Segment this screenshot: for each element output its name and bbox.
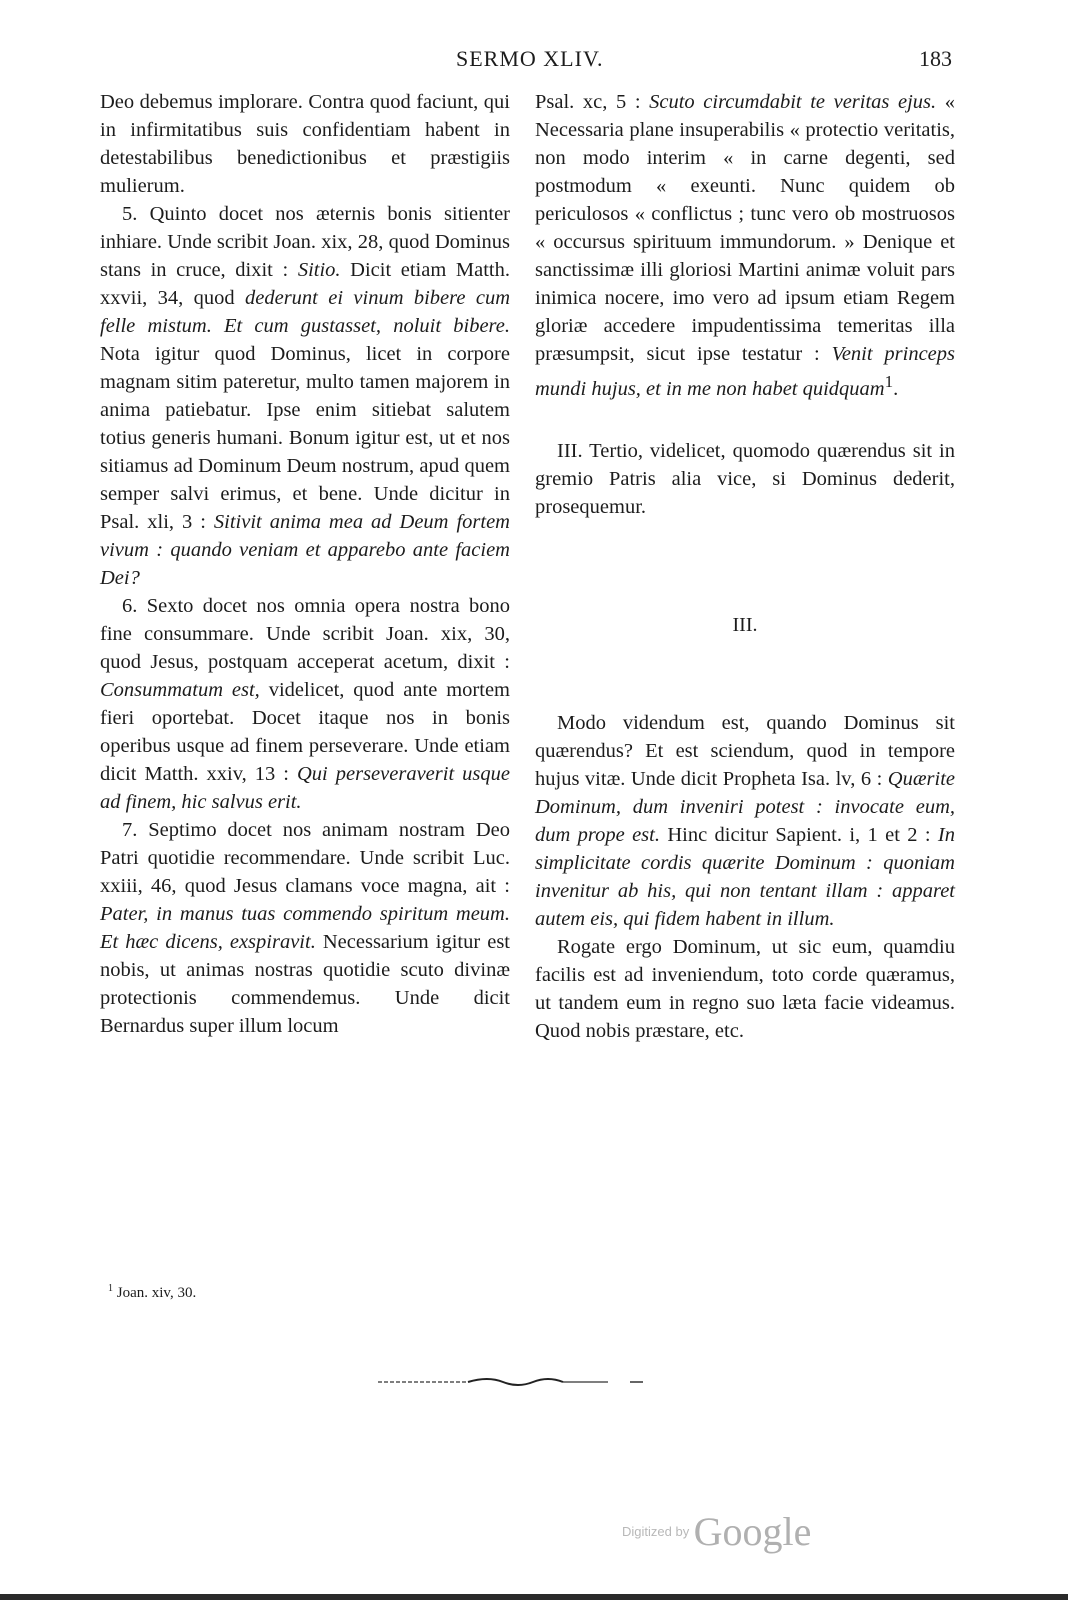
text: Nota igitur quod Dominus, licet in corpore magnam sitim pateretur, multo tamen majorem in anima patiebatur. Ipse enim sitiebat salutem totius generis humani. Bonum igitur est, ut et nos sitiamus ad Dominum Deum nostrum, apud quem semper salvi erimus, et bene. Unde dicitur in Psal. xli, 3 :: [100, 343, 510, 533]
text: Modo videndum est, quando Dominus sit quærendus? Et est sciendum, quod in tempore hujus vitæ. Unde dicit Propheta Isa. lv, 6 :: [535, 711, 955, 790]
paragraph-septimo: [100, 816, 510, 1040]
quotation: Sitio.: [297, 259, 341, 281]
text: videlicet, quod ante mortem fieri oportebat. Docet itaque nos in bonis operibus usque ad finem perseverare. Unde etiam dicit Matth. xxiv, 13 :: [100, 679, 510, 785]
footnote: [108, 1283, 196, 1302]
paragraph-sexto: [100, 592, 510, 816]
quotation: Venit princeps mundi hujus, et in me non habet quidquam: [535, 343, 955, 400]
text: Necessarium igitur est nobis, ut animas nostras quotidie scuto divinæ protectionis commendemus. Unde dicit Bernardus super illum locum: [100, 931, 511, 1037]
right-column: [535, 88, 955, 1045]
text: « Necessaria plane insuperabilis « protectio veritatis, non modo interim « in carne degenti, sed postmodum « exeunti. Nunc quidem ob periculosos « conflictus ; tunc vero ob mostruosos « occursus spirituum immundorum. » Denique et sanctissimæ illi gloriosi Martini animæ voluit pars inimica nocere, imo vero ad ipsum etiam Regem gloriæ accedere impudentissima temeritas illa præsumpsit, sicut ipse testatur :: [535, 91, 956, 365]
google-logo: Google: [693, 1509, 812, 1554]
quotation: In simplicitate cordis quærite Dominum : quoniam invenitur ab his, qui non tentant illam : apparet autem eis, qui fidem habent in illum.: [535, 823, 955, 930]
quotation: Sitivit anima mea ad Deum fortem vivum : quando veniam et apparebo ante faciem Dei?: [100, 511, 510, 589]
running-title: SERMO XLIV.: [456, 46, 604, 71]
paragraph-quinto: [100, 200, 510, 592]
footnote-reference: 1: [884, 372, 894, 391]
paragraph-tertio: III. Tertio, videlicet, quomodo quærendus sit in gremio Patris alia vice, si Dominus dederit, prosequemur.: [535, 439, 955, 518]
page-number: 183: [919, 46, 952, 71]
ornament-divider: [378, 1376, 648, 1388]
quotation: Quærite Dominum, dum inveniri potest : invocate eum, dum prope est.: [535, 767, 955, 846]
watermark-prefix: Digitized by: [622, 1524, 690, 1539]
text: .: [893, 377, 899, 400]
paragraph-rogate: Rogate ergo Dominum, ut sic eum, quamdiu facilis est ad inveniendum, toto corde quæramus, ut tandem eum in regno suo læta facie videamus. Quod nobis præstare, etc.: [535, 935, 955, 1042]
text: 7. Septimo docet nos animam nostram Deo Patri quotidie recommendare. Unde scribit Luc. xxiii, 46, quod Jesus clamans voce magna, ait :: [100, 819, 510, 897]
text: Dicit etiam Matth. xxvii, 34, quod: [100, 259, 510, 309]
quotation: Consummatum est,: [100, 679, 260, 701]
quotation: Pater, in manus tuas commendo spiritum meum. Et hæc dicens, exspiravit.: [100, 903, 510, 953]
section-heading: III.: [732, 613, 758, 636]
footnote-text: Joan. xiv, 30.: [113, 1285, 197, 1301]
footnote-marker: 1: [108, 1283, 113, 1294]
text: Psal. xc, 5 :: [535, 91, 650, 113]
paragraph-continuation: Deo debemus implorare. Contra quod faciunt, qui in infirmitatibus suis confidentiam habent in detestabilibus benedictionibus et præstigiis mulierum.: [100, 91, 510, 197]
paragraph-gap: [535, 403, 955, 437]
text: 6. Sexto docet nos omnia opera nostra bono fine consummare. Unde scribit Joan. xix, 30, quod Jesus, postquam acceperat acetum, dixit :: [100, 595, 510, 673]
paragraph-bernardus: [535, 88, 955, 403]
running-header: [100, 46, 952, 80]
quotation: dederunt ei vinum bibere cum felle mistum. Et cum gustasset, noluit bibere.: [100, 287, 510, 337]
scan-edge: [0, 1594, 1068, 1600]
paragraph-modo: [535, 709, 955, 933]
left-column: [100, 88, 510, 1040]
quotation: Qui perseveraverit usque ad finem, hic salvus erit.: [100, 763, 510, 813]
text: 5. Quinto docet nos æternis bonis sitienter inhiare. Unde scribit Joan. xix, 28, quod Dominus stans in cruce, dixit :: [100, 203, 510, 281]
quotation: Scuto circumdabit te veritas ejus.: [649, 91, 937, 113]
text: Hinc dicitur Sapient. i, 1 et 2 :: [659, 823, 938, 846]
digitized-watermark: [622, 1508, 811, 1555]
